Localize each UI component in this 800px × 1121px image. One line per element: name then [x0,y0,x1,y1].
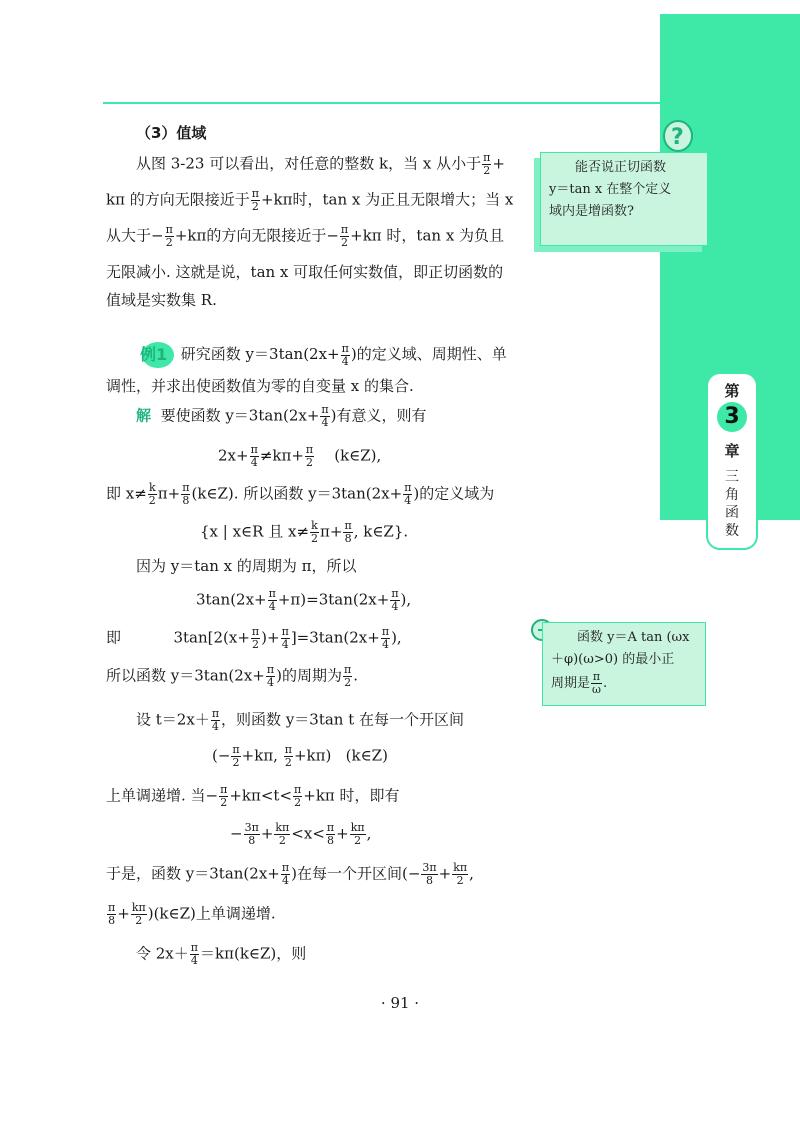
example-line: 例1 研究函数 y＝3tan(2x+ $\frac{\pi}{4}$ )的定义域、周期性、单 [136,340,507,370]
solution-line: 解 要使函数 y＝3tan(2x+ $\frac{\pi}{4}$ )有意义，则有 [136,403,427,429]
chapter-number: 3 [717,402,747,432]
equation: − $\frac{3\pi}{8}$ + $\frac{k\pi}{2}$ <x< $\frac{\pi}{8}$ + $\frac{k\pi}{2}$ , [230,821,372,847]
solution-line: 令 2x＋ $\frac{\pi}{4}$ ＝kπ(k∈Z)，则 [136,941,307,967]
chapter-label-top: 第 [724,382,740,400]
question-icon [660,118,694,156]
chapter-title: 三 角 函 数 [725,469,739,539]
solution-line: $\frac{\pi}{8}$ + $\frac{k\pi}{2}$ )(k∈Z)上单调递增. [108,901,276,927]
example-badge: 例1 [136,340,176,370]
solution-line: 设 t＝2x＋ $\frac{\pi}{4}$ ，则函数 y＝3tan t 在每一个开区间 [136,707,465,733]
equation: 2x+ $\frac{\pi}{4}$ ≠kπ+ $\frac{\pi}{2}$ (k∈Z), [218,443,382,469]
section-heading: （3）值域 [136,124,207,142]
solution-line: 即 x≠ $\frac{k}{2}$ π+ $\frac{\pi}{8}$ (k∈Z). 所以函数 y＝3tan(2x+ $\frac{\pi}{4}$ )的定义域为 [106,481,495,507]
para-line: 从大于− $\frac{\pi}{2}$ +kπ的方向无限接近于− $\frac{\pi}{2}$ +kπ 时，tan x 为负且 [106,223,505,249]
equation: {x | x∈R 且 x≠ $\frac{k}{2}$ π+ $\frac{\pi}{8}$ , k∈Z}. [200,519,409,545]
svg-text:?: ? [671,125,684,150]
example-line: 调性，并求出使函数值为零的自变量 x 的集合. [106,377,414,395]
solution-line: 上单调递增. 当− $\frac{\pi}{2}$ +kπ<t< $\frac{\pi}{2}$ +kπ 时，即有 [106,783,400,809]
solution-line: 于是，函数 y＝3tan(2x+ $\frac{\pi}{4}$ )在每一个开区间(− $\frac{3\pi}{8}$ + $\frac{k\pi}{2}$ , [106,861,474,887]
page-number: · 91 · [380,994,420,1012]
chapter-label-bottom: 章 [724,442,740,460]
solution-line: 所以函数 y＝3tan(2x+ $\frac{\pi}{4}$ )的周期为 $\frac{\pi}{2}$ . [106,663,358,689]
solution-line: 因为 y＝tan x 的周期为 π，所以 [136,557,357,575]
para-line: 无限减小. 这就是说，tan x 可取任何实数值，即正切函数的 [106,263,504,281]
period-note-box: 函数 y＝A tan (ωx ＋φ)(ω>0) 的最小正 周期是 $\frac{\pi}{\omega}$ . [542,622,706,706]
equation: 即 3tan[2(x+ $\frac{\pi}{2}$ )+ $\frac{\pi}{4}$ ]=3tan(2x+ $\frac{\pi}{4}$ ), [106,625,402,651]
chapter-tab [706,372,758,550]
para-line: 从图 3-23 可以看出，对任意的整数 k，当 x 从小于 $\frac{\pi}{2}$ + [136,151,505,177]
para-line: 值域是实数集 R. [106,291,217,309]
equation: (− $\frac{\pi}{2}$ +kπ, $\frac{\pi}{2}$ +kπ) (k∈Z) [212,743,388,769]
equation: 3tan(2x+ $\frac{\pi}{4}$ +π)=3tan(2x+ $\frac{\pi}{4}$ ), [196,587,412,613]
header-rule [103,102,673,104]
para-line: kπ 的方向无限接近于 $\frac{\pi}{2}$ +kπ时，tan x 为正且无限增大；当 x [106,187,514,213]
thinking-box: 能否说正切函数 y＝tan x 在整个定义 域内是增函数? [540,152,708,246]
